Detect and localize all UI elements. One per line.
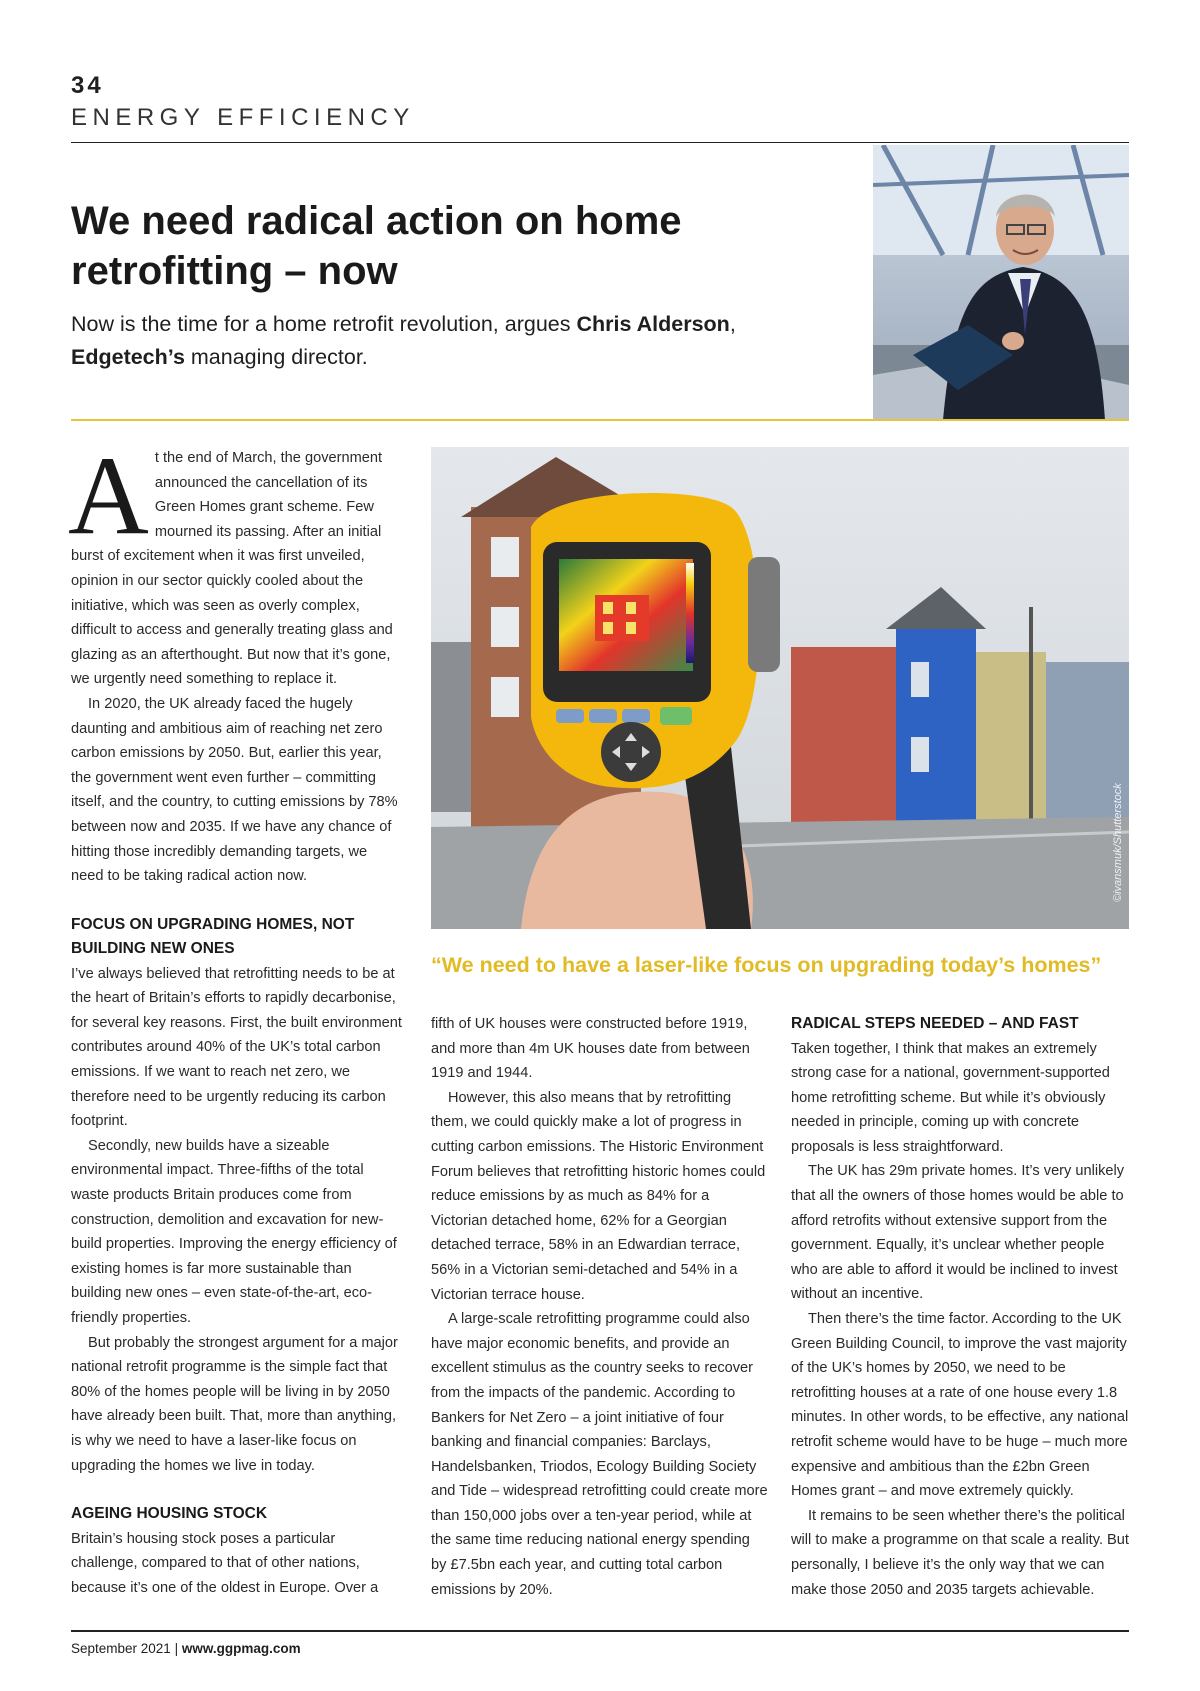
article-standfirst: Now is the time for a home retrofit revolution, argues Chris Alderson, Edgetech’s managing director. bbox=[71, 312, 736, 369]
thermal-camera-photo bbox=[431, 447, 1129, 929]
article-headline: We need radical action on home retrofitting – now bbox=[71, 199, 682, 293]
paragraph: Then there’s the time factor. According to the UK Green Building Council, to improve the vast majority of the UK’s homes by 2050, we need to be retrofitting houses at a rate of one house every 1.8 minutes. In other words, to be effective, any national retrofit scheme would have to be huge – much more expensive and ambitious than the £2bn Green Homes grant – and move extremely quickly. bbox=[791, 1311, 1129, 1500]
website-link[interactable]: www.ggpmag.com bbox=[181, 1641, 301, 1656]
section-title: ENERGY EFFICIENCY bbox=[71, 104, 415, 131]
text-column-3 bbox=[791, 1012, 1129, 1602]
footer-divider bbox=[71, 1630, 1129, 1632]
page-footer: September 2021 | www.ggpmag.com bbox=[71, 1641, 301, 1656]
standfirst-divider bbox=[71, 419, 1129, 421]
paragraph: I’ve always believed that retrofitting needs to be at the heart of Britain’s efforts to rapidly decarbonise, for several key reasons. First, the built environment contributes around 40% of the UK’s total carbon emissions. If we want to reach net zero, we therefore need to be urgently reducing its carbon footprint. bbox=[71, 965, 402, 1130]
issue-date: September 2021 bbox=[71, 1641, 171, 1656]
subheading: RADICAL STEPS NEEDED – AND FAST bbox=[791, 1015, 1079, 1032]
header-divider bbox=[71, 142, 1129, 143]
paragraph: However, this also means that by retrofitting them, we could quickly make a lot of progress in cutting carbon emissions. The Historic Environment Forum believes that retrofitting historic homes could reduce emissions by as much as 84% for a Victorian detached home, 62% for a Georgian detached terrace, 58% in an Edwardian terrace, 56% in a Victorian semi-detached and 54% in a Victorian terrace house. bbox=[431, 1089, 766, 1303]
subheading: FOCUS ON UPGRADING HOMES, NOT BUILDING NEW ONES bbox=[71, 915, 355, 958]
paragraph: fifth of UK houses were constructed before 1919, and more than 4m UK houses date from between 1919 and 1944. bbox=[431, 1016, 750, 1082]
paragraph: It remains to be seen whether there’s the political will to make a programme on that scale a reality. But personally, I believe it’s the only way that we can make those 2050 and 2035 targets achievable. bbox=[791, 1507, 1129, 1598]
paragraph: A large-scale retrofitting programme could also have major economic benefits, and provide an excellent stimulus as the country seeks to recover from the impacts of the pandemic. According to Bankers for Net Zero – a joint initiative of four banking and financial companies: Barclays, Handelsbanken, Triodos, Ecology Building Society and Tide – widespread retrofitting could create more than 150,000 jobs over a ten-year period, while at the same time reducing national energy spending by £7.5bn each year, and cutting total carbon emissions by 20%. bbox=[431, 1311, 768, 1598]
paragraph: In 2020, the UK already faced the hugely daunting and ambitious aim of reaching net zero carbon emissions by 2050. But, earlier this year, the government went even further – committing itself, and the country, to cutting emissions by 78% between now and 2035. If we have any chance of hitting those incredibly demanding targets, we need to be taking radical action now. bbox=[71, 695, 398, 885]
paragraph: Taken together, I think that makes an extremely strong case for a national, government-supported home retrofitting scheme. But while it’s obviously needed in principle, coming up with concrete proposals is less straightforward. bbox=[791, 1040, 1110, 1155]
paragraph: Britain’s housing stock poses a particular challenge, compared to that of other nations, because it’s one of the oldest in Europe. Over a bbox=[71, 1530, 379, 1596]
author-portrait bbox=[873, 145, 1129, 420]
paragraph: But probably the strongest argument for a major national retrofit programme is the simple fact that 80% of the homes people will be living in by 2050 have already been built. That, more than anything, is why we need to have a laser-like focus on upgrading the homes we live in today. bbox=[71, 1334, 398, 1474]
page-number: 34 bbox=[71, 72, 104, 99]
drop-cap: A bbox=[68, 434, 149, 558]
intro-paragraph: At the end of March, the government announced the cancellation of its Green Homes grant scheme. Few mourned its passing. After an initial burst of excitement when it was first unveiled, opinion in our sector quickly cooled about the initiative, which was seen as overly complex, difficult to access and generally treating glass and glazing as an afterthought. But now that it’s gone, we urgently need something to replace it. bbox=[68, 434, 393, 688]
author-name: Chris Alderson bbox=[576, 312, 730, 336]
paragraph: Secondly, new builds have a sizeable environmental impact. Three-fifths of the total waste products Britain produces come from construction, demolition and excavation for new-build properties. Improving the energy efficiency of existing homes is far more sustainable than building new ones – even state-of-the-art, eco-friendly properties. bbox=[71, 1137, 397, 1326]
pull-quote: “We need to have a laser-like focus on upgrading today’s homes” bbox=[431, 953, 1102, 977]
photo-credit: ©ivansmuk/Shutterstock bbox=[1112, 783, 1124, 902]
text-column-1 bbox=[68, 434, 403, 1600]
subheading: AGEING HOUSING STOCK bbox=[71, 1505, 268, 1523]
paragraph: The UK has 29m private homes. It’s very unlikely that all the owners of those homes would be able to afford retrofits without extensive support from the government. Equally, it’s unclear whether people who are able to afford it would be inclined to invest without an incentive. bbox=[791, 1163, 1125, 1303]
company-name: Edgetech’s bbox=[71, 345, 185, 369]
text-column-2 bbox=[431, 1012, 769, 1602]
